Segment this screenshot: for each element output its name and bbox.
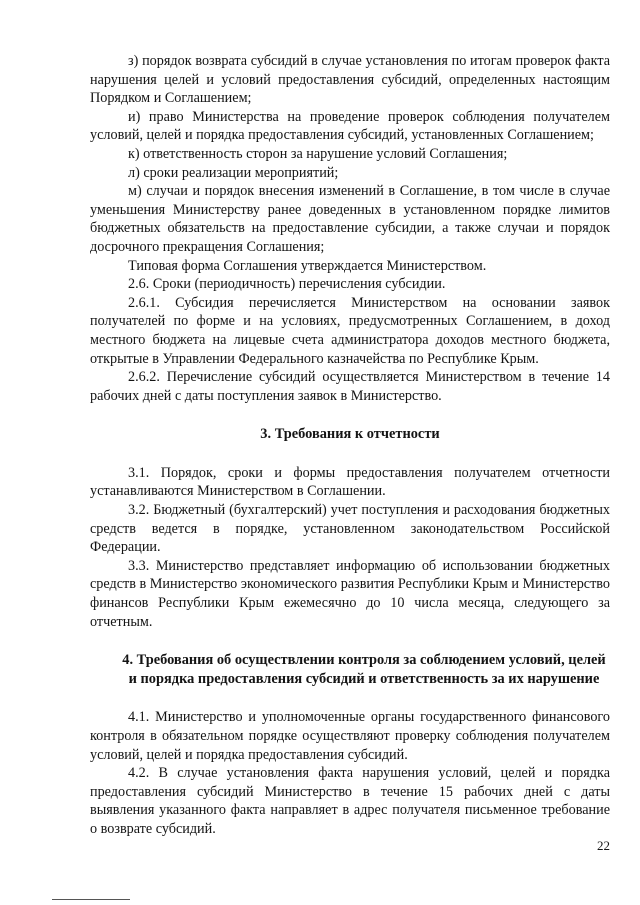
paragraph-3-3: 3.3. Министерство представляет информацию об использовании бюджетных средств в Министерство экономического развития Республики Крым и Министерство финансов Республики Крым ежемесячно до 10 числа месяца, следующего за отчетным.	[90, 557, 610, 630]
paragraph-2-6-2: 2.6.2. Перечисление субсидий осуществляется Министерством в течение 14 рабочих дней с даты поступления заявок в Министерство.	[90, 369, 610, 404]
paragraph-m: м) случаи и порядок внесения изменений в Соглашение, в том числе в случае уменьшения Министерству ранее доведенных в установленном порядке лимитов бюджетных обязательств на предоставление субсидии, а также случаи и порядок досрочного прекращения Соглашения;	[90, 183, 610, 255]
paragraph-2-6-1: 2.6.1. Субсидия перечисляется Министерством на основании заявок получателей по форме и на условиях, предусмотренных Соглашением, в доход местного бюджета на лицевые счета администратора доходов местного бюджета, открытые в Управлении Федерального казначейства по Республике Крым.	[90, 294, 610, 367]
document-page	[90, 52, 610, 839]
paragraph-3-2: 3.2. Бюджетный (бухгалтерский) учет поступления и расходования бюджетных средств ведется в порядке, установленном законодательством Российской Федерации.	[90, 502, 610, 556]
section-3-heading: 3. Требования к отчетности	[260, 426, 440, 443]
paragraph-k: к) ответственность сторон за нарушение условий Соглашения;	[128, 145, 508, 162]
paragraph-z: з) порядок возврата субсидий в случае установления по итогам проверок факта нарушения целей и условий предоставления субсидий, определенных настоящим Порядком и Соглашением;	[90, 53, 610, 107]
paragraph-4-2: 4.2. В случае установления факта нарушения условий, целей и порядка предоставления субсидий Министерство в течение 15 рабочих дней с даты выявления указанного факта направляет в адрес получателя письменное требование о возврате субсидий.	[90, 765, 610, 837]
paragraph-template-form: Типовая форма Соглашения утверждается Министерством.	[128, 257, 487, 274]
section-4-heading: 4. Требования об осуществлении контроля за соблюдением условий, целей и порядка предоставления субсидий и ответственность за их нарушение	[122, 652, 606, 687]
footer-divider	[52, 899, 130, 900]
paragraph-i: и) право Министерства на проведение проверок соблюдения получателем условий, целей и порядка предоставления субсидий, установленных Соглашением;	[90, 108, 610, 144]
paragraph-l: л) сроки реализации мероприятий;	[128, 164, 339, 181]
paragraph-4-1: 4.1. Министерство и уполномоченные органы государственного финансового контроля в обязательном порядке осуществляют проверку соблюдения получателем условий, целей и порядка предоставления субсидий.	[90, 709, 610, 763]
page-number: 22	[597, 838, 610, 853]
paragraph-2-6: 2.6. Сроки (периодичность) перечисления субсидии.	[128, 276, 446, 293]
paragraph-3-1: 3.1. Порядок, сроки и формы предоставления получателем отчетности устанавливаются Министерством в Соглашении.	[90, 464, 610, 500]
